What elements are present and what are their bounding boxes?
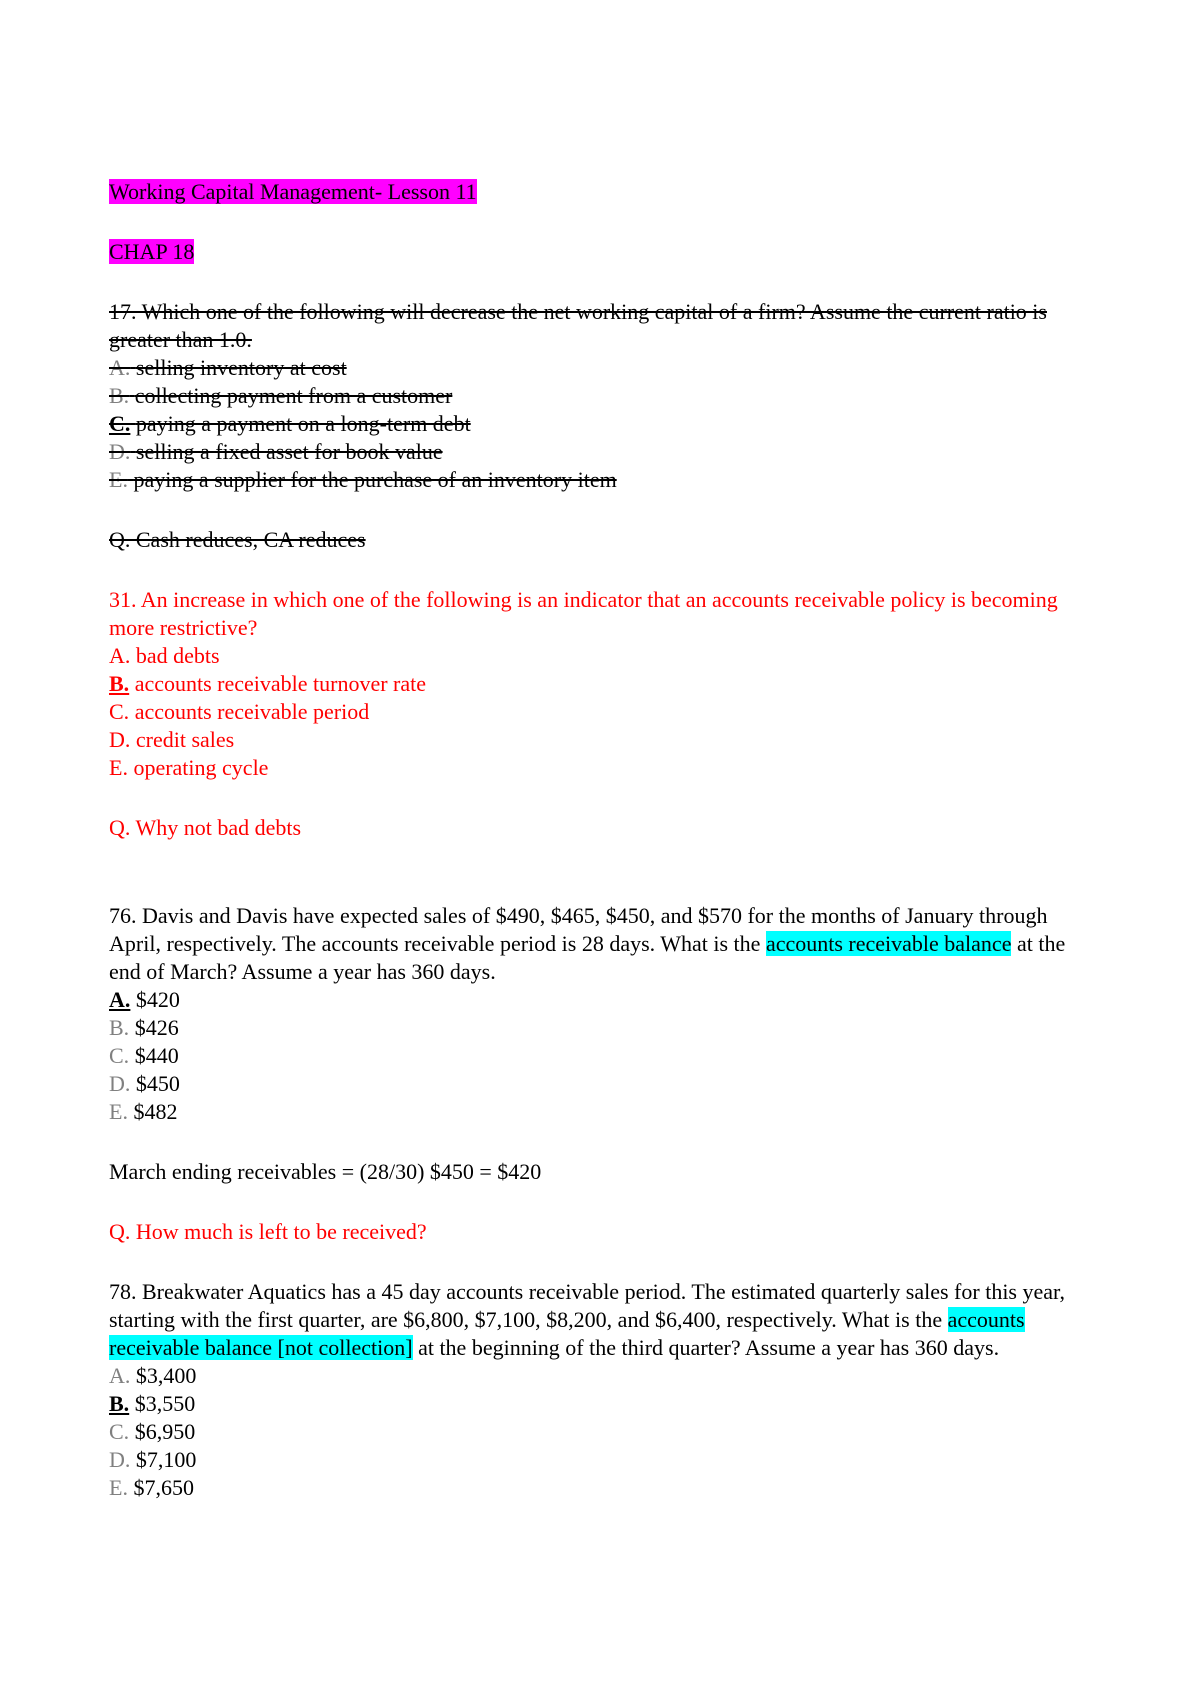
term-highlight: accounts receivable balance <box>765 931 1012 956</box>
question-76-option-d: D. $450 <box>109 1071 180 1096</box>
question-78-option-a: A. $3,400 <box>109 1363 197 1388</box>
question-78 <box>109 1278 1089 1502</box>
question-76-option-e: E. $482 <box>109 1099 178 1124</box>
question-78-text: 78. Breakwater Aquatics has a 45 day accounts receivable period. The estimated quarterly sales for this year, starting with the first quarter, are $6,800, $7,100, $8,200, and $6,400, respectively. What is the accounts receivable balance [not collection] at the beginning of the third quarter? Assume a year has 360 days. <box>109 1279 1065 1360</box>
page-title <box>109 178 1089 206</box>
correct-answer-label: B. <box>109 1391 130 1416</box>
chapter-highlight: CHAP 18 <box>109 239 195 264</box>
question-31-option-d: D. credit sales <box>109 727 235 752</box>
question-17-option-a: A. selling inventory at cost <box>109 355 347 380</box>
question-17-option-c: C. paying a payment on a long-term debt <box>109 411 471 436</box>
question-76-text: 76. Davis and Davis have expected sales of $490, $465, $450, and $570 for the months of January through April, respectively. The accounts receivable period is 28 days. What is the accounts receivable balance at the end of March? Assume a year has 360 days. <box>109 903 1066 984</box>
question-17 <box>109 298 1089 554</box>
question-17-option-e: E. paying a supplier for the purchase of an inventory item <box>109 467 617 492</box>
document-page <box>109 178 1089 1502</box>
question-76-option-b: B. $426 <box>109 1015 179 1040</box>
correct-answer-label: A. <box>109 987 131 1012</box>
correct-answer-label: B. <box>109 671 130 696</box>
question-31-option-b: B. accounts receivable turnover rate <box>109 671 427 696</box>
question-31 <box>109 586 1089 842</box>
title-highlight: Working Capital Management- Lesson 11 <box>109 179 477 204</box>
question-17-option-b: B. collecting payment from a customer <box>109 383 453 408</box>
question-78-option-e: E. $7,650 <box>109 1475 194 1500</box>
question-78-option-b: B. $3,550 <box>109 1391 196 1416</box>
question-76 <box>109 902 1089 1246</box>
question-31-option-e: E. operating cycle <box>109 755 269 780</box>
question-31-note: Q. Why not bad debts <box>109 815 302 840</box>
question-76-option-a: A. $420 <box>109 987 180 1012</box>
question-17-note: Q. Cash reduces, CA reduces <box>109 527 366 552</box>
term-highlight: accounts receivable balance [not collection] <box>109 1307 1025 1360</box>
question-17-option-d: D. selling a fixed asset for book value <box>109 439 443 464</box>
question-78-option-c: C. $6,950 <box>109 1419 196 1444</box>
correct-answer-label: C. <box>109 411 131 436</box>
question-76-solution: March ending receivables = (28/30) $450 = $420 <box>109 1159 542 1184</box>
question-76-option-c: C. $440 <box>109 1043 179 1068</box>
question-31-option-a: A. bad debts <box>109 643 220 668</box>
question-76-note: Q. How much is left to be received? <box>109 1219 427 1244</box>
question-17-text: 17. Which one of the following will decrease the net working capital of a firm? Assume the current ratio is greater than 1.0. <box>109 299 1047 352</box>
question-31-text: 31. An increase in which one of the following is an indicator that an accounts receivable policy is becoming more restrictive? <box>109 587 1058 640</box>
question-31-option-c: C. accounts receivable period <box>109 699 370 724</box>
chapter-heading <box>109 238 1089 266</box>
question-78-option-d: D. $7,100 <box>109 1447 197 1472</box>
